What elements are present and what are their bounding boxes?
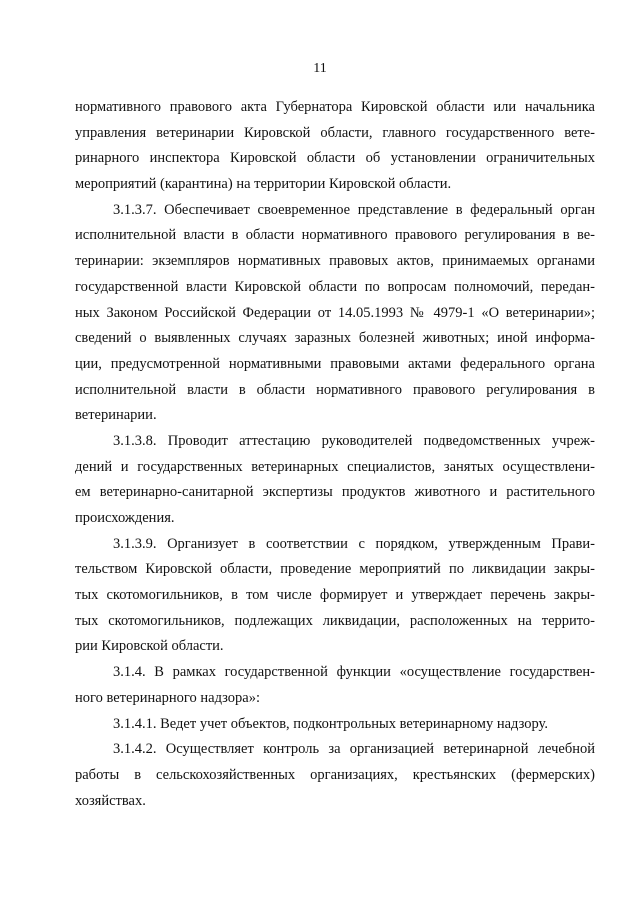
- paragraph-p5: [75, 660, 595, 711]
- paragraph-p2: [75, 198, 595, 429]
- text-line: ринарного инспектора Кировской области об установлении ограничительных: [75, 150, 595, 167]
- paragraph-p6: [75, 712, 595, 738]
- paragraph-p1: [75, 95, 595, 198]
- text-line: ции, предусмотренной нормативными правовыми актами федерального органа: [75, 355, 595, 372]
- text-line: тельством Кировской области, проведение мероприятий по ликвидации закры-: [75, 561, 595, 578]
- document-body: [75, 95, 595, 814]
- text-line: происхождения.: [75, 510, 175, 526]
- paragraph-p7: [75, 737, 595, 814]
- text-line: хозяйствах.: [75, 792, 146, 809]
- text-line: 3.1.3.9. Организует в соответствии с порядком, утвержденным Прави-: [113, 535, 595, 552]
- paragraph-p4: [75, 532, 595, 660]
- text-line: исполнительной власти в области нормативного правового регулирования в: [75, 381, 595, 398]
- text-line: ного ветеринарного надзора»:: [75, 689, 260, 706]
- text-line: 3.1.4.2. Осуществляет контроль за организацией ветеринарной лечебной: [113, 741, 595, 758]
- text-line: ветеринарии.: [75, 407, 157, 424]
- text-line: нормативного правового акта Губернатора Кировской области или начальника: [75, 99, 595, 115]
- text-line: управления ветеринарии Кировской области, главного государственного вете-: [75, 124, 595, 141]
- paragraph-p3: [75, 429, 595, 532]
- text-line: тых скотомогильников, в том числе формирует и утверждает перечень закры-: [75, 587, 595, 604]
- text-line: тых скотомогильников, подлежащих ликвидации, расположенных на террито-: [75, 612, 595, 629]
- text-line: 3.1.4. В рамках государственной функции «осуществление государствен-: [113, 664, 595, 681]
- text-line: 3.1.3.7. Обеспечивает своевременное представление в федеральный орган: [113, 201, 595, 218]
- text-line: 3.1.4.1. Ведет учет объектов, подконтрольных ветеринарному надзору.: [113, 715, 548, 732]
- text-line: работы в сельскохозяйственных организациях, крестьянских (фермерских): [75, 766, 595, 783]
- text-line: теринарии: экземпляров нормативных правовых актов, принимаемых органами: [75, 253, 595, 270]
- text-line: ем ветеринарно-санитарной экспертизы продуктов животного и растительного: [75, 484, 595, 501]
- text-line: сведений о выявленных случаях заразных болезней животных; иной информа-: [75, 330, 595, 347]
- text-line: исполнительной власти в области нормативного правового регулирования в ве-: [75, 227, 595, 244]
- page-number: 11: [313, 61, 327, 76]
- text-line: ных Законом Российской Федерации от 14.05.1993 № 4979-1 «О ветеринарии»;: [75, 304, 595, 321]
- text-line: рии Кировской области.: [75, 638, 224, 655]
- text-line: государственной власти Кировской области по вопросам полномочий, передан-: [75, 278, 595, 295]
- text-line: дений и государственных ветеринарных специалистов, занятых осуществлени-: [75, 458, 595, 475]
- text-line: 3.1.3.8. Проводит аттестацию руководителей подведомственных учреж-: [113, 432, 595, 449]
- text-line: мероприятий (карантина) на территории Кировской области.: [75, 176, 452, 193]
